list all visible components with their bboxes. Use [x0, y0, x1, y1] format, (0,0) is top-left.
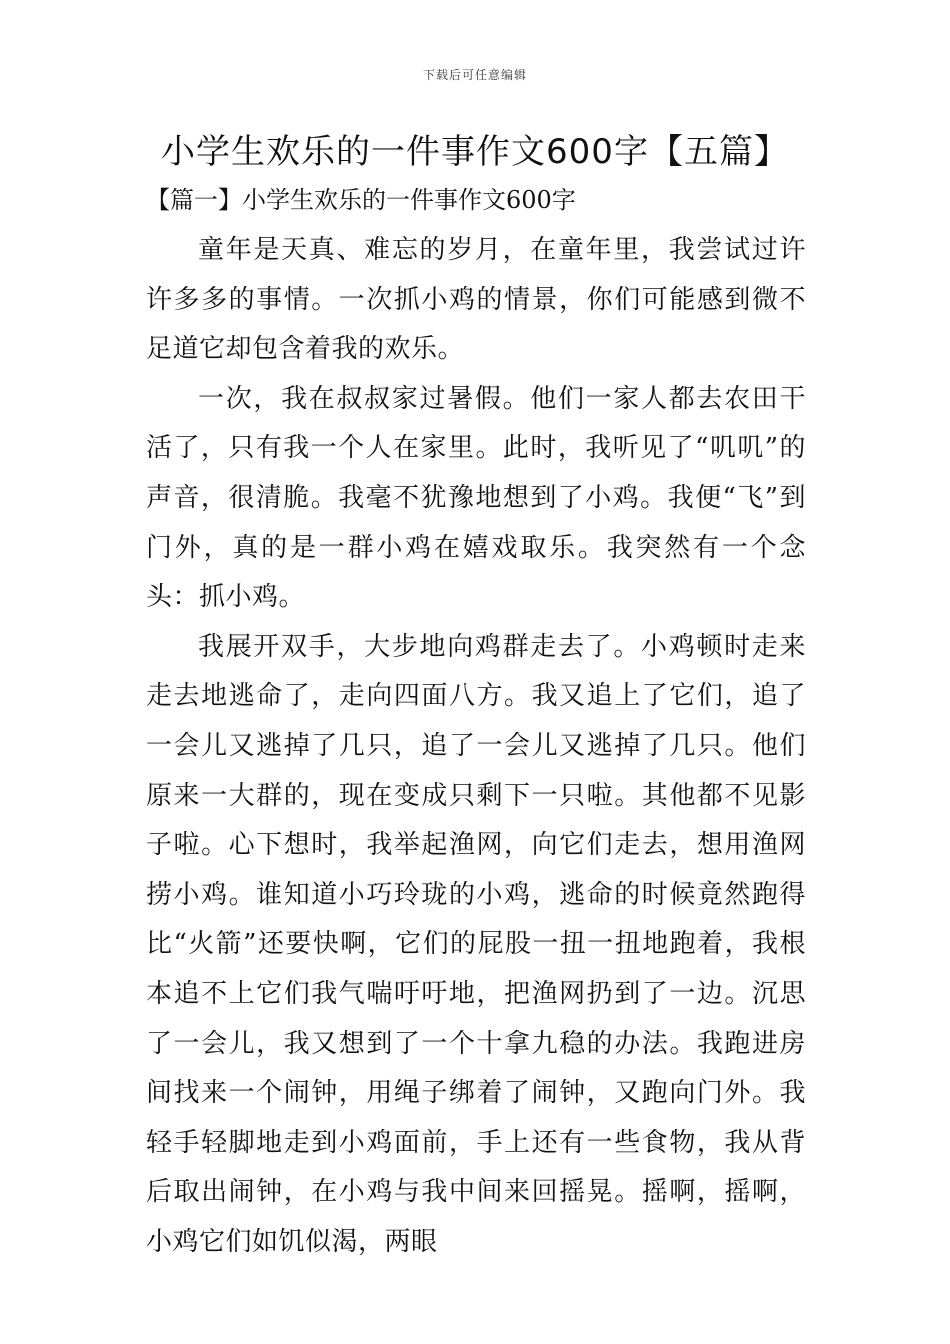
paragraph-2: 一次，我在叔叔家过暑假。他们一家人都去农田干活了，只有我一个人在家里。此时，我听见了“叽叽”的声音，很清脆。我毫不犹豫地想到了小鸡。我便“飞”到门外，真的是一群小鸡在嬉戏取乐。我突然有一个念头：抓小鸡。 [146, 383, 806, 613]
paragraph-1: 童年是天真、难忘的岁月，在童年里，我尝试过许许多多的事情。一次抓小鸡的情景，你们可能感到微不足道它却包含着我的欢乐。 [146, 235, 806, 365]
article-body [146, 226, 806, 1267]
header-note: 下载后可任意编辑 [422, 68, 527, 82]
paragraph-3: 我展开双手，大步地向鸡群走去了。小鸡顿时走来走去地逃命了，走向四面八方。我又追上了它们，追了一会儿又逃掉了几只，追了一会儿又逃掉了几只。他们原来一大群的，现在变成只剩下一只啦。其他都不见影子啦。心下想时，我举起渔网，向它们走去，想用渔网捞小鸡。谁知道小巧玲珑的小鸡，逃命的时候竟然跑得比“火箭”还要快啊，它们的屁股一扭一扭地跑着，我根本追不上它们我气喘吁吁地，把渔网扔到了一边。沉思了一会儿，我又想到了一个十拿九稳的办法。我跑进房间找来一个闹钟，用绳子绑着了闹钟，又跑向门外。我轻手轻脚地走到小鸡面前，手上还有一些食物，我从背后取出闹钟，在小鸡与我中间来回摇晃。摇啊，摇啊，小鸡它们如饥似渴，两眼 [146, 631, 806, 1257]
document-title: 小学生欢乐的一件事作文600字【五篇】 [161, 132, 789, 172]
section-heading: 【篇一】小学生欢乐的一件事作文600字 [146, 186, 576, 214]
